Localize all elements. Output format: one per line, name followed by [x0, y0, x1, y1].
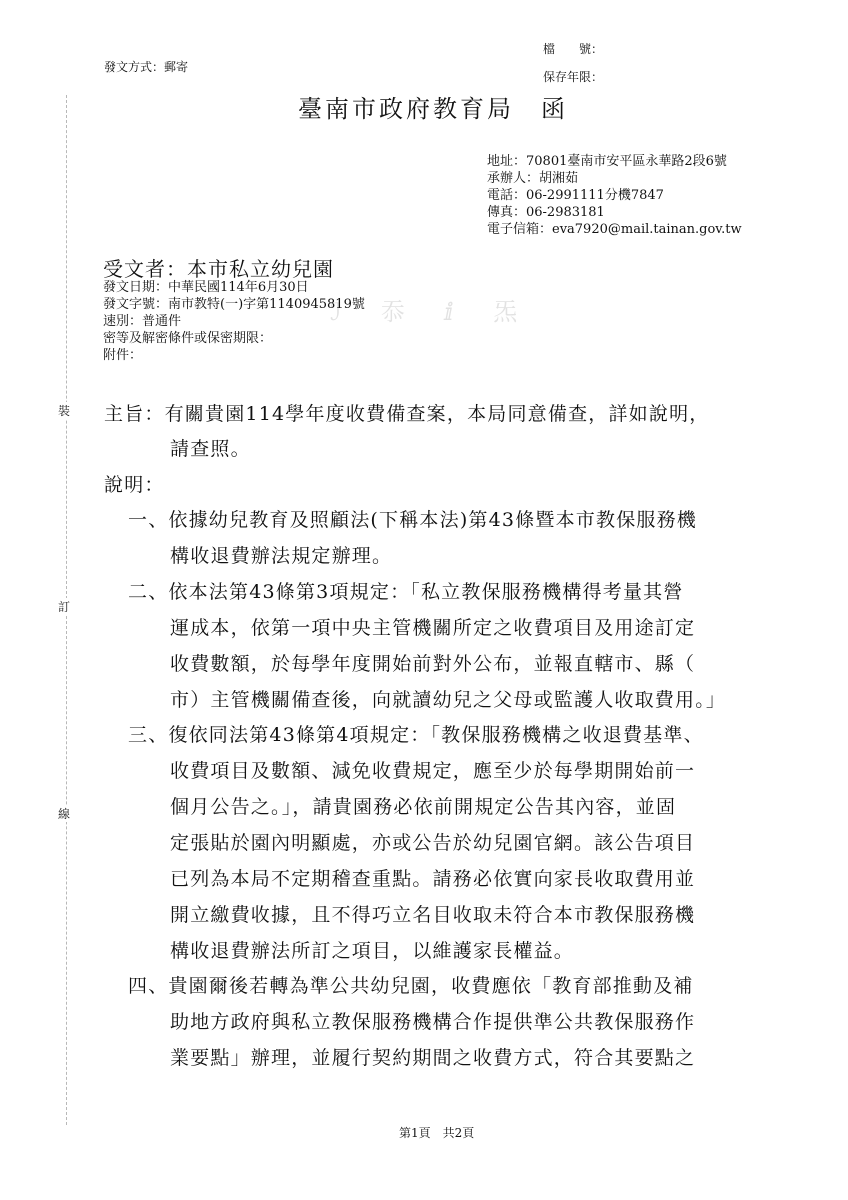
recipient: 受文者：本市私立幼兒園 — [103, 257, 334, 281]
attachments: 附件： — [103, 348, 143, 363]
item-1-line-1: 一、依據幼兒教育及照顧法(下稱本法)第43條暨本市教保服務機 — [128, 509, 698, 531]
item-4-line-1: 四、貴園爾後若轉為準公共幼兒園，收費應依「教育部推動及補 — [128, 975, 694, 997]
dispatch-method: 發文方式：郵寄 — [104, 60, 189, 74]
explanation-label: 說明： — [104, 474, 165, 496]
binding-mark-ding: 訂 — [58, 600, 71, 614]
item-1-line-2: 構收退費辦法規定辦理。 — [170, 545, 393, 567]
sender-handler: 承辦人：胡湘茹 — [487, 171, 579, 186]
page-number: 第1頁 共2頁 — [399, 1126, 475, 1140]
document-title: 臺南市政府教育局 函 — [298, 95, 568, 123]
sender-fax: 傳真：06-2983181 — [487, 205, 605, 220]
item-3-line-2: 收費項目及數額、減免收費規定，應至少於每學期開始前一 — [170, 760, 696, 782]
item-3-line-3: 個月公告之。」，請貴園務必依前開規定公告其內容，並固 — [170, 796, 677, 818]
item-2-line-4: 市）主管機關備查後，向就讀幼兒之父母或監護人收取費用。」 — [170, 689, 727, 711]
item-2-line-1: 二、依本法第43條第3項規定：「私立教保服務機構得考量其營 — [128, 581, 684, 603]
document-number: 發文字號：南市教特(一)字第1140945819號 — [103, 297, 365, 312]
faint-seal-watermark: ℐ 忝 ⅈ 炁 — [330, 298, 534, 326]
sender-phone: 電話：06-2991111分機7847 — [487, 188, 664, 203]
binding-mark-xian: 線 — [58, 807, 71, 821]
issue-date: 發文日期：中華民國114年6月30日 — [103, 280, 309, 295]
item-3-line-4: 定張貼於園內明顯處，亦或公告於幼兒園官網。該公告項目 — [170, 832, 696, 854]
secrecy-level: 密等及解密條件或保密期限： — [103, 331, 273, 346]
item-4-line-3: 業要點」辦理，並履行契約期間之收費方式，符合其要點之 — [170, 1047, 696, 1069]
sender-email: 電子信箱：eva7920@mail.tainan.gov.tw — [487, 222, 742, 237]
item-3-line-5: 已列為本局不定期稽查重點。請務必依實向家長收取費用並 — [170, 868, 696, 890]
item-3-line-7: 構收退費辦法所訂之項目，以維護家長權益。 — [170, 940, 575, 962]
sender-address: 地址：70801臺南市安平區永華路2段6號 — [487, 154, 727, 169]
meta-block — [103, 279, 365, 364]
speed-class: 速別：普通件 — [103, 314, 182, 329]
file-number: 檔 號： — [543, 42, 604, 56]
subject-line-2: 請查照。 — [170, 438, 251, 460]
subject-line-1: 主旨：有關貴園114學年度收費備查案，本局同意備查，詳如說明， — [104, 403, 710, 425]
item-3-line-6: 開立繳費收據，且不得巧立名目收取未符合本市教保服務機 — [170, 904, 696, 926]
item-2-line-3: 收費數額，於每學年度開始前對外公布，並報直轄市、縣（ — [170, 653, 696, 675]
retention-period: 保存年限： — [543, 70, 604, 84]
sender-block — [487, 153, 742, 238]
item-2-line-2: 運成本，依第一項中央主管機關所定之收費項目及用途訂定 — [170, 617, 696, 639]
item-4-line-2: 助地方政府與私立教保服務機構合作提供準公共教保服務作 — [170, 1011, 696, 1033]
binding-mark-zhuang: 裝 — [58, 404, 71, 418]
item-3-line-1: 三、復依同法第43條第4項規定：「教保服務機構之收退費基準、 — [128, 724, 704, 746]
